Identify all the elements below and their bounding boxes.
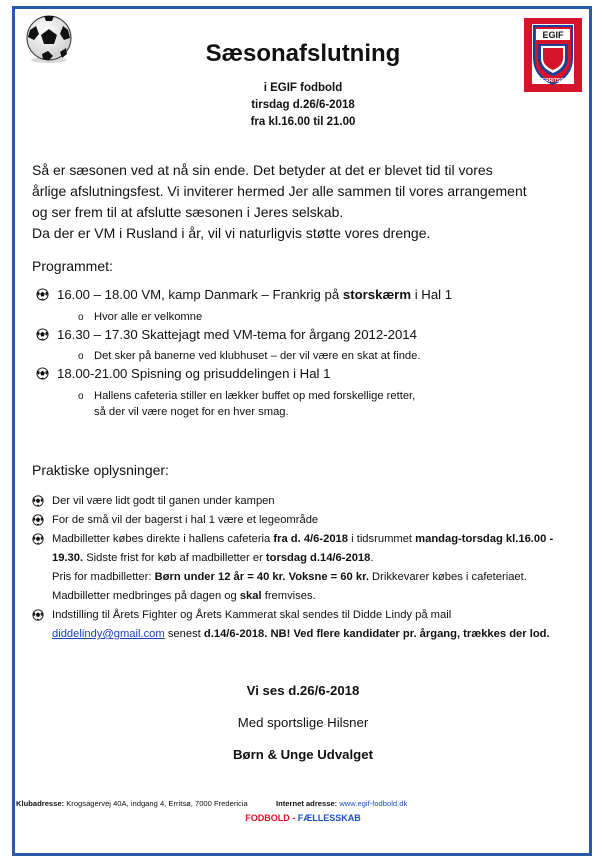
football-bullet-icon	[32, 514, 44, 526]
program-item-bold: storskærm	[342, 287, 412, 302]
program-item-text: 18.00-21.00 Spisning og prisuddelingen i Hal 1	[57, 366, 331, 381]
football-bullet-icon	[32, 495, 44, 507]
program-item	[36, 327, 417, 342]
program-subitem-text: Hallens cafeteria stiller en lækker buffet op med forskellige retter,	[94, 390, 416, 402]
text-run: Madbilletter medbringes på dagen og	[52, 590, 240, 602]
text-run: fremvises.	[261, 590, 316, 602]
practical-list	[32, 492, 587, 644]
practical-item-text	[52, 606, 587, 644]
logo-bottom-text: ERRITSØ	[541, 78, 565, 84]
text-run-bold: mandag-torsdag kl.16.00 -	[415, 533, 554, 545]
text-run-bold: fra d. 4/6-2018	[273, 533, 349, 545]
program-subitem	[78, 388, 415, 405]
web-link[interactable]: www.egif-fodbold.dk	[337, 799, 408, 808]
text-run: Madbilletter købes direkte i hallens cafeteria	[52, 533, 274, 545]
practical-item	[32, 606, 587, 644]
circle-bullet-icon: o	[78, 391, 84, 402]
program-subitem	[78, 348, 421, 365]
text-run: Indstilling til Årets Fighter og Årets Kammerat skal sendes til Didde Lindy på mail	[52, 609, 452, 621]
practical-item-text: For de små vil der bagerst i hal 1 være et legeområde	[52, 514, 319, 526]
text-run-bold: d.14/6-2018. NB! Ved flere kandidater pr. årgang, trækkes der lod.	[203, 628, 550, 640]
intro-line: og ser frem til at afslutte sæsonen i Jeres selskab.	[32, 204, 344, 220]
program-subitem-text: Hvor alle er velkomne	[94, 311, 203, 323]
text-run: Drikkevarer købes i cafeteriaet.	[368, 571, 527, 583]
page-title: Sæsonafslutning	[205, 40, 401, 67]
text-run-bold: skal	[239, 590, 262, 602]
practical-heading: Praktiske oplysninger:	[32, 462, 169, 478]
program-subitem-text: Det sker på banerne ved klubhuset – der vil være en skat at finde.	[94, 350, 421, 362]
subtitle-club: i EGIF fodbold	[263, 82, 343, 94]
intro-line: årlige afslutningsfest. Vi inviterer hermed Jer alle sammen til vores arrangement	[32, 183, 527, 199]
intro-line: Da der er VM i Rusland i år, vil vi naturligvis støtte vores drenge.	[32, 225, 431, 241]
text-run-bold: 19.30.	[52, 552, 84, 564]
practical-item-text	[52, 530, 587, 606]
email-link[interactable]: diddelindy@gmail.com	[52, 628, 165, 640]
program-heading: Programmet:	[32, 258, 113, 274]
slogan	[0, 813, 606, 823]
program-item-text: 16.30 – 17.30 Skattejagt med VM-tema for årgang 2012-2014	[57, 327, 417, 342]
text-run: Sidste frist for køb af madbilletter er	[83, 552, 266, 564]
football-bullet-icon	[36, 367, 49, 380]
slogan-part: FODBOLD	[245, 813, 290, 823]
address-label: Klubadresse:	[16, 799, 65, 808]
football-bullet-icon	[32, 533, 44, 545]
subtitle-date: tirsdag d.26/6-2018	[251, 99, 355, 111]
slogan-part: FÆLLESSKAB	[297, 813, 361, 823]
subtitle-time: fra kl.16.00 til 21.00	[250, 116, 356, 128]
football-bullet-icon	[36, 328, 49, 341]
practical-item	[32, 530, 587, 606]
greeting-line: Med sportslige Hilsner	[237, 715, 369, 730]
footer	[16, 799, 596, 808]
football-bullet-icon	[32, 609, 44, 621]
practical-item	[32, 492, 587, 511]
intro-line: Så er sæsonen ved at nå sin ende. Det betyder at det er blevet tid til vores	[32, 162, 493, 178]
practical-item-text: Der vil være lidt godt til ganen under kampen	[52, 495, 275, 507]
logo-top-text: EGIF	[542, 30, 564, 40]
text-run: .	[370, 552, 374, 564]
program-item-text: 16.00 – 18.00 VM, kamp Danmark – Frankrig på	[57, 287, 343, 302]
slogan-separator: -	[289, 813, 298, 823]
text-run: i tidsrummet	[348, 533, 416, 545]
text-run-bold: torsdag d.14/6-2018	[265, 552, 371, 564]
text-run-bold: Børn under 12 år = 40 kr. Voksne = 60 kr.	[154, 571, 369, 583]
program-item	[36, 287, 452, 302]
circle-bullet-icon: o	[78, 312, 84, 323]
signature-line: Børn & Unge Udvalget	[233, 747, 373, 762]
text-run: senest	[164, 628, 204, 640]
address-text: Krogsagervej 40A, indgang 4, Erritsø, 7000 Fredericia	[64, 799, 248, 808]
circle-bullet-icon: o	[78, 351, 84, 362]
practical-item	[32, 511, 587, 530]
text-run: Pris for madbilletter:	[52, 571, 155, 583]
web-label: Internet adresse:	[276, 799, 338, 808]
intro-paragraph	[32, 160, 552, 244]
program-subitem-continued: så der vil være noget for en hver smag.	[94, 406, 289, 418]
football-bullet-icon	[36, 288, 49, 301]
see-you-line: Vi ses d.26/6-2018	[246, 683, 360, 698]
program-item-text: i Hal 1	[411, 287, 453, 302]
program-subitem	[78, 309, 202, 326]
program-item	[36, 366, 330, 381]
